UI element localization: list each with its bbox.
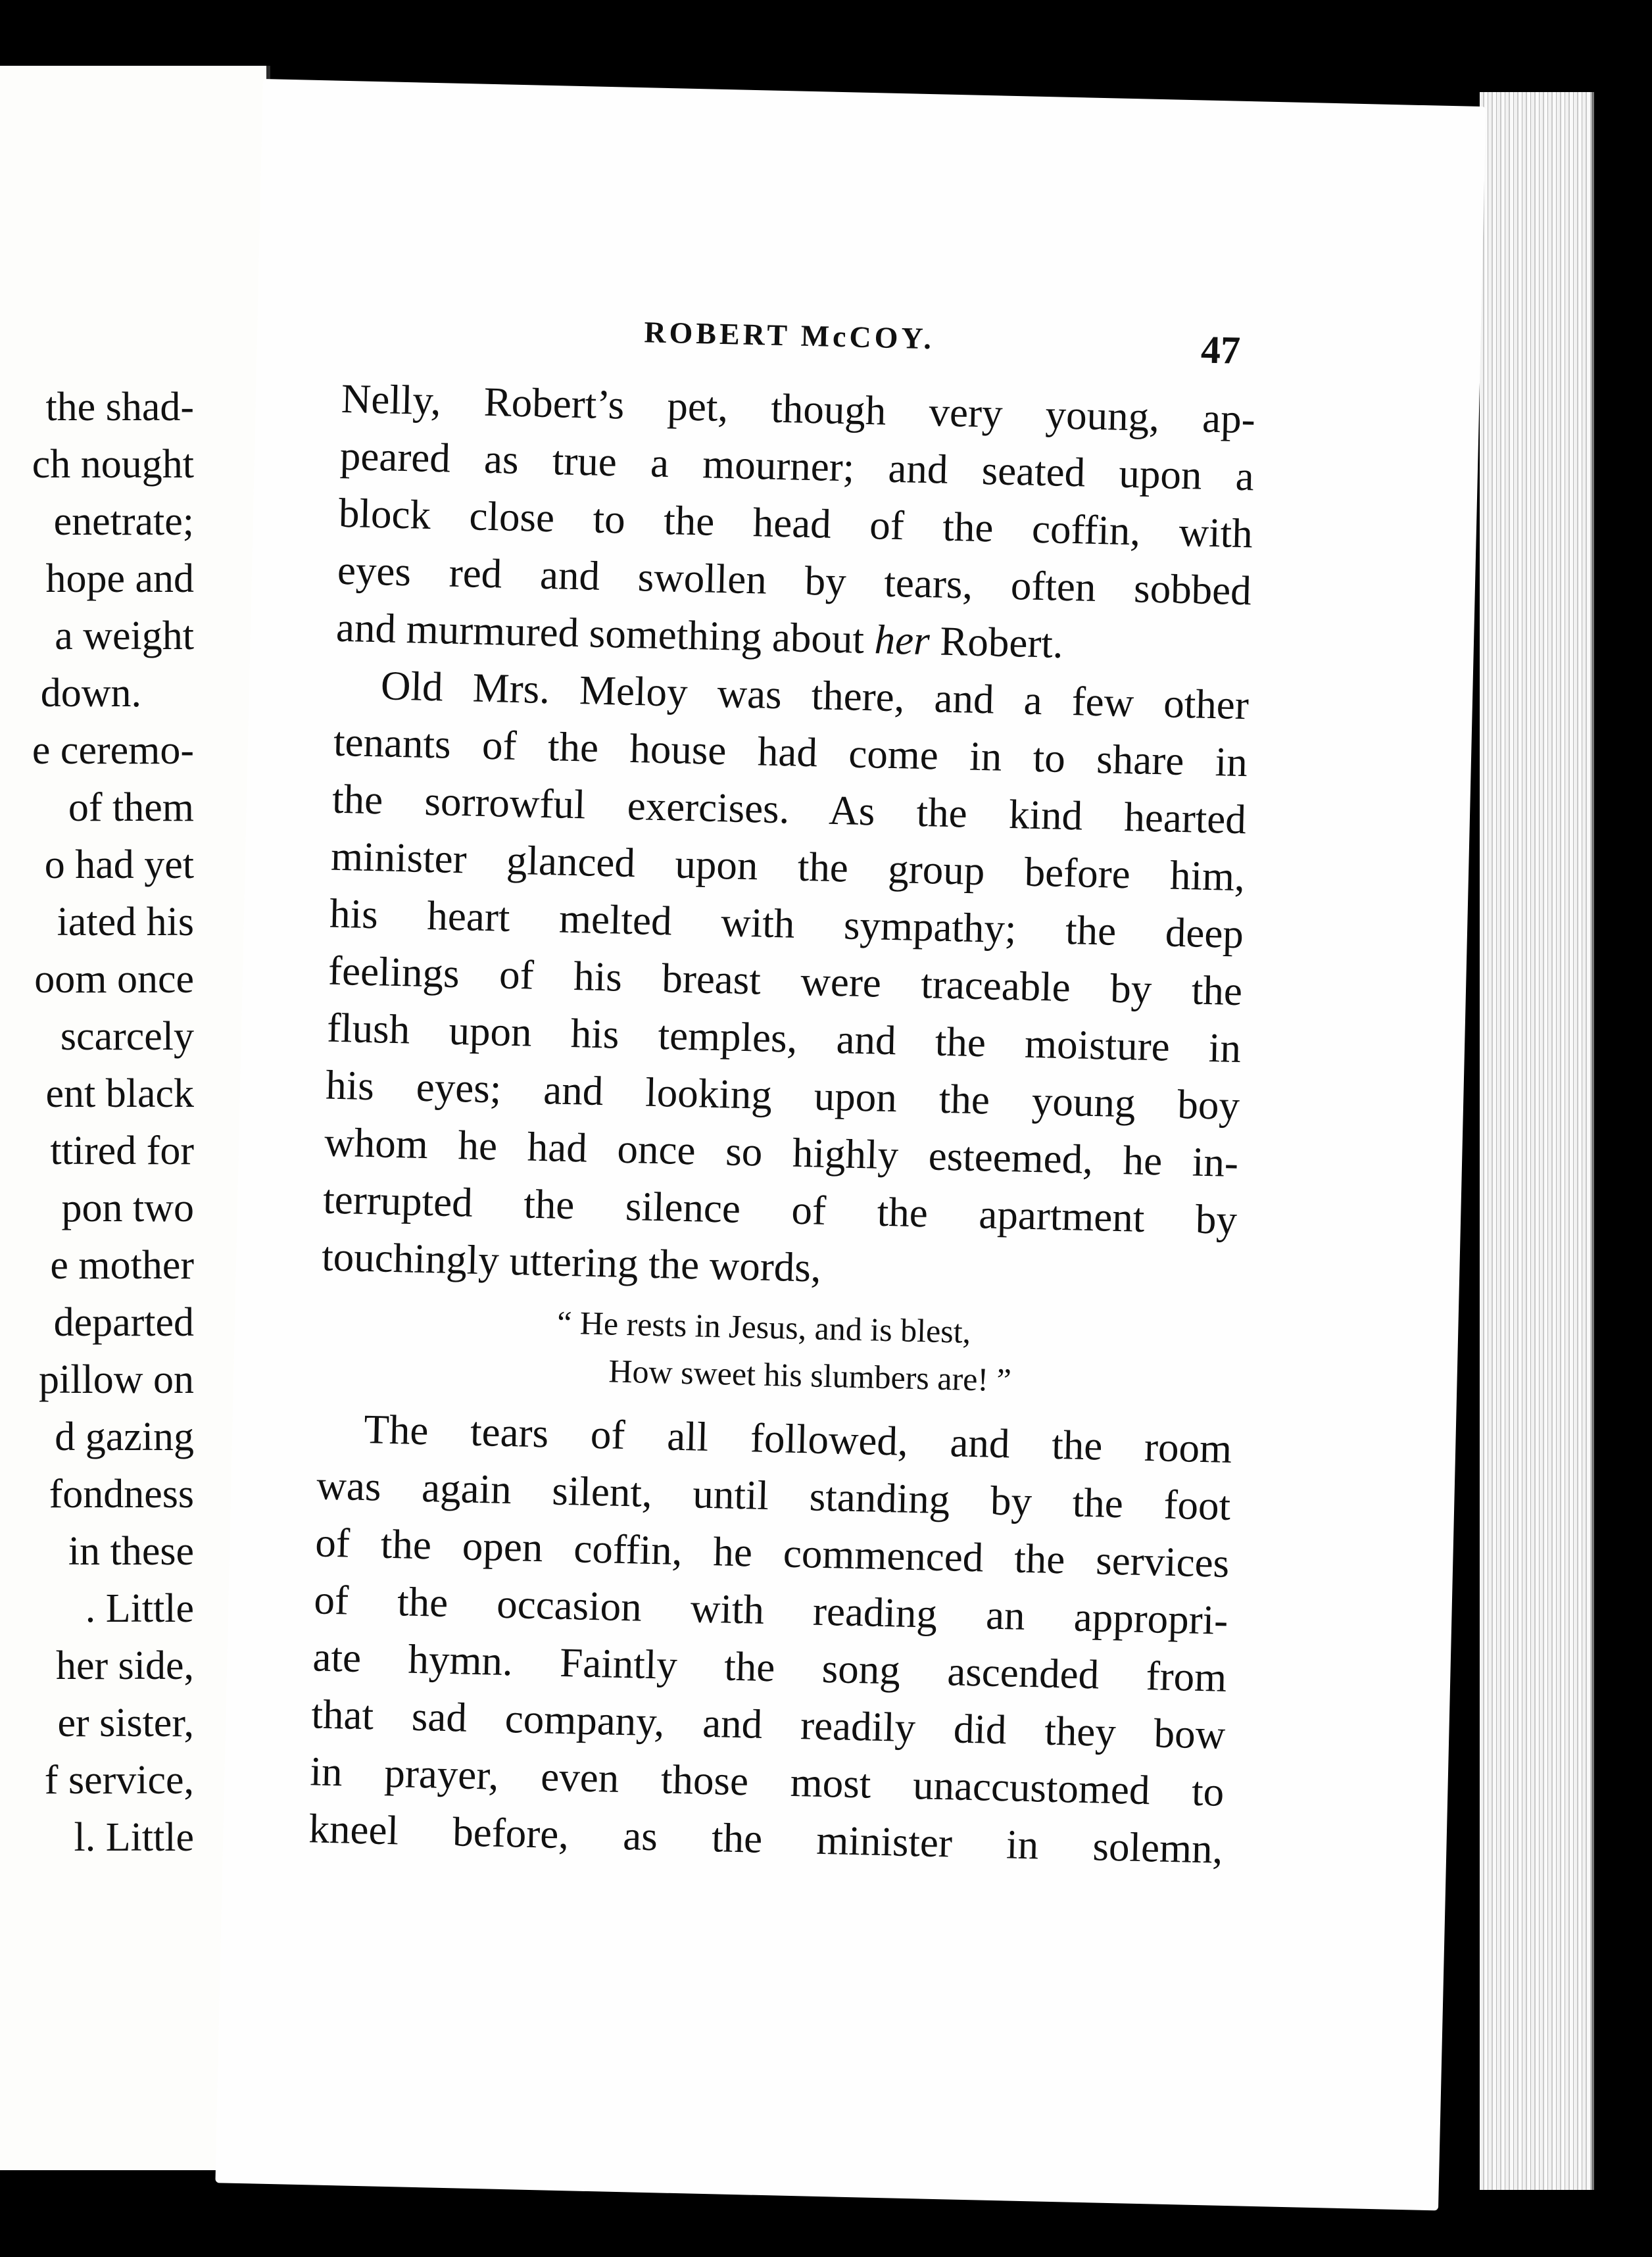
text-line: terrupted the silence of the apartment by <box>322 1176 1238 1244</box>
text-line: was again silent, until standing by the foot <box>316 1462 1231 1529</box>
text-line: ate hymn. Faintly the song ascended from <box>312 1634 1228 1701</box>
page-number: 47 <box>1200 328 1241 372</box>
text-line: whom he had once so highly esteemed, he in- <box>324 1119 1239 1186</box>
text-line: his heart melted with sympathy; the deep <box>329 890 1244 958</box>
text-line: flush upon his temples, and the moisture in <box>326 1004 1242 1072</box>
left-page-line: hope and <box>45 556 194 601</box>
left-page-line: the shad- <box>45 385 194 429</box>
left-page-line: fondness <box>49 1472 194 1517</box>
verse-line: How sweet his slumbers are! ” <box>608 1352 1012 1399</box>
text-line: of the occasion with reading an appropri- <box>313 1576 1228 1643</box>
left-page-line: f service, <box>44 1758 194 1803</box>
left-page-line: a weight <box>55 614 194 658</box>
text-span: and murmured something about <box>335 604 875 663</box>
left-page-line: enetrate; <box>53 499 194 544</box>
text-line: feelings of his breast were traceable by the <box>328 947 1243 1015</box>
text-line: Nelly, Robert’s pet, though very young, ap- <box>341 375 1256 443</box>
page-fore-edge <box>1480 92 1594 2190</box>
text-line: block close to the head of the coffin, with <box>338 489 1253 557</box>
left-page-line: pillow on <box>39 1357 194 1402</box>
left-page-line: e ceremo- <box>32 728 194 773</box>
text-line: the sorrowful exercises. As the kind hearted <box>331 775 1247 843</box>
left-page-line: departed <box>53 1300 194 1345</box>
left-page-line: er sister, <box>57 1701 194 1745</box>
text-span: Robert. <box>929 618 1064 667</box>
left-page-line: e mother <box>50 1243 194 1288</box>
verse-line: “ He rests in Jesus, and is blest, <box>556 1303 971 1350</box>
right-page <box>215 79 1486 2210</box>
left-page-line: of them <box>68 785 194 830</box>
left-page-line: oom once <box>34 957 194 1002</box>
emphasis-text: her <box>873 616 931 664</box>
text-line: in prayer, even those most unaccustomed to <box>309 1748 1225 1815</box>
left-page-line: . Little <box>85 1586 194 1631</box>
left-page-line: iated his <box>57 900 194 944</box>
text-line: The tears of all followed, and the room <box>363 1406 1232 1472</box>
left-page-line: down. <box>40 671 141 716</box>
text-line: peared as true a mourner; and seated upon a <box>339 432 1255 500</box>
left-page-line: o had yet <box>44 842 194 887</box>
running-head: ROBERT McCOY. <box>643 315 935 356</box>
text-line: kneel before, as the minister in solemn, <box>308 1805 1224 1872</box>
text-line: tenants of the house had come in to share in <box>333 718 1248 786</box>
page-body <box>308 370 1256 1878</box>
left-page-line: l. Little <box>74 1815 194 1860</box>
text-line: eyes red and swollen by tears, often sobbed <box>337 546 1252 614</box>
text-line: Old Mrs. Meloy was there, and a few other <box>380 662 1250 729</box>
left-page-line: d gazing <box>55 1415 194 1459</box>
left-page-line: ch nought <box>32 442 194 487</box>
text-line: minister glanced upon the group before him, <box>330 833 1246 900</box>
left-page-line: her side, <box>55 1643 194 1688</box>
left-page-line: pon two <box>61 1186 194 1230</box>
text-line: his eyes; and looking upon the young boy <box>325 1061 1240 1129</box>
text-line: of the open coffin, he commenced the services <box>314 1519 1230 1586</box>
left-page-line: ent black <box>45 1071 194 1116</box>
left-page-line: scarcely <box>60 1014 194 1059</box>
text-line: that sad company, and readily did they bow <box>310 1691 1227 1758</box>
left-page-line: in these <box>68 1529 194 1574</box>
left-page-line: ttired for <box>50 1128 194 1173</box>
text-line: touchingly uttering the words, <box>321 1233 822 1291</box>
